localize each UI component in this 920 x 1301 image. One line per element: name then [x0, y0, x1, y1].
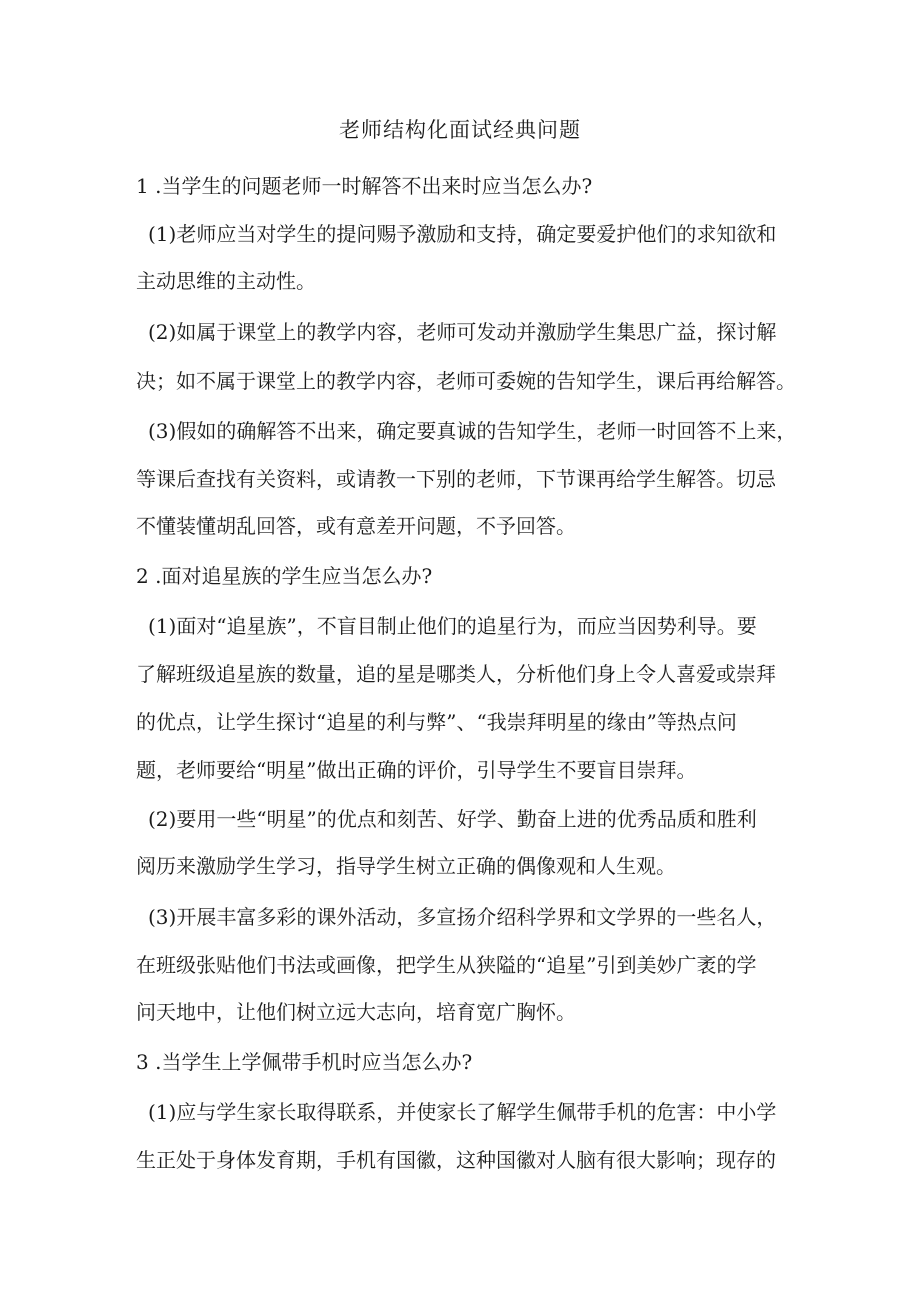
- answer-line: 在班级张贴他们书法或画像，把学生从狭隘的“追星”引到美妙广袤的学: [136, 953, 757, 977]
- answer-line: (3)假如的确解答不出来，确定要真诚的告知学生，老师一时回答不上来，: [148, 419, 797, 443]
- answer-line: 的优点，让学生探讨“追星的利与弊”、“我崇拜明星的缘由”等热点问: [136, 710, 737, 734]
- answer-line: 决；如不属于课堂上的教学内容，老师可委婉的告知学生，课后再给解答。: [136, 369, 796, 393]
- question-heading: 1 .当学生的问题老师一时解答不出来时应当怎么办?: [136, 174, 593, 198]
- answer-line: 题，老师要给“明星”做出正确的评价，引导学生不要盲目崇拜。: [136, 758, 697, 782]
- answer-line: 不懂装懂胡乱回答，或有意差开问题，不予回答。: [136, 514, 576, 538]
- answer-line: 了解班级追星族的数量，追的星是哪类人，分析他们身上令人喜爱或崇拜: [136, 662, 776, 686]
- answer-line: (2)如属于课堂上的教学内容，老师可发动并激励学生集思广益，探讨解: [148, 320, 777, 344]
- answer-line: (2)要用一些“明星”的优点和刻苦、好学、勤奋上进的优秀品质和胜利: [148, 807, 757, 831]
- answer-line: (1)老师应当对学生的提问赐予激励和支持，确定要爱护他们的求知欲和: [148, 222, 777, 246]
- answer-line: (1)应与学生家长取得联系，并使家长了解学生佩带手机的危害：中小学: [148, 1100, 777, 1124]
- answer-line: 问天地中，让他们树立远大志向，培育宽广胸怀。: [136, 1000, 576, 1024]
- answer-line: 阅历来激励学生学习，指导学生树立正确的偶像观和人生观。: [136, 854, 676, 878]
- question-heading: 3 .当学生上学佩带手机时应当怎么办?: [136, 1050, 473, 1074]
- answer-line: 生正处于身体发育期，手机有国徽，这种国徽对人脑有很大影响；现存的: [136, 1148, 776, 1172]
- question-heading: 2 .面对追星族的学生应当怎么办?: [136, 564, 433, 588]
- answer-line: 主动思维的主动性。: [136, 269, 316, 293]
- page-title: 老师结构化面试经典问题: [339, 118, 581, 142]
- answer-line: (3)开展丰富多彩的课外活动，多宣扬介绍科学界和文学界的一些名人，: [148, 905, 777, 929]
- answer-line: (1)面对“追星族”，不盲目制止他们的追星行为，而应当因势利导。要: [148, 614, 757, 638]
- answer-line: 等课后查找有关资料，或请教一下别的老师，下节课再给学生解答。切忌: [136, 467, 776, 491]
